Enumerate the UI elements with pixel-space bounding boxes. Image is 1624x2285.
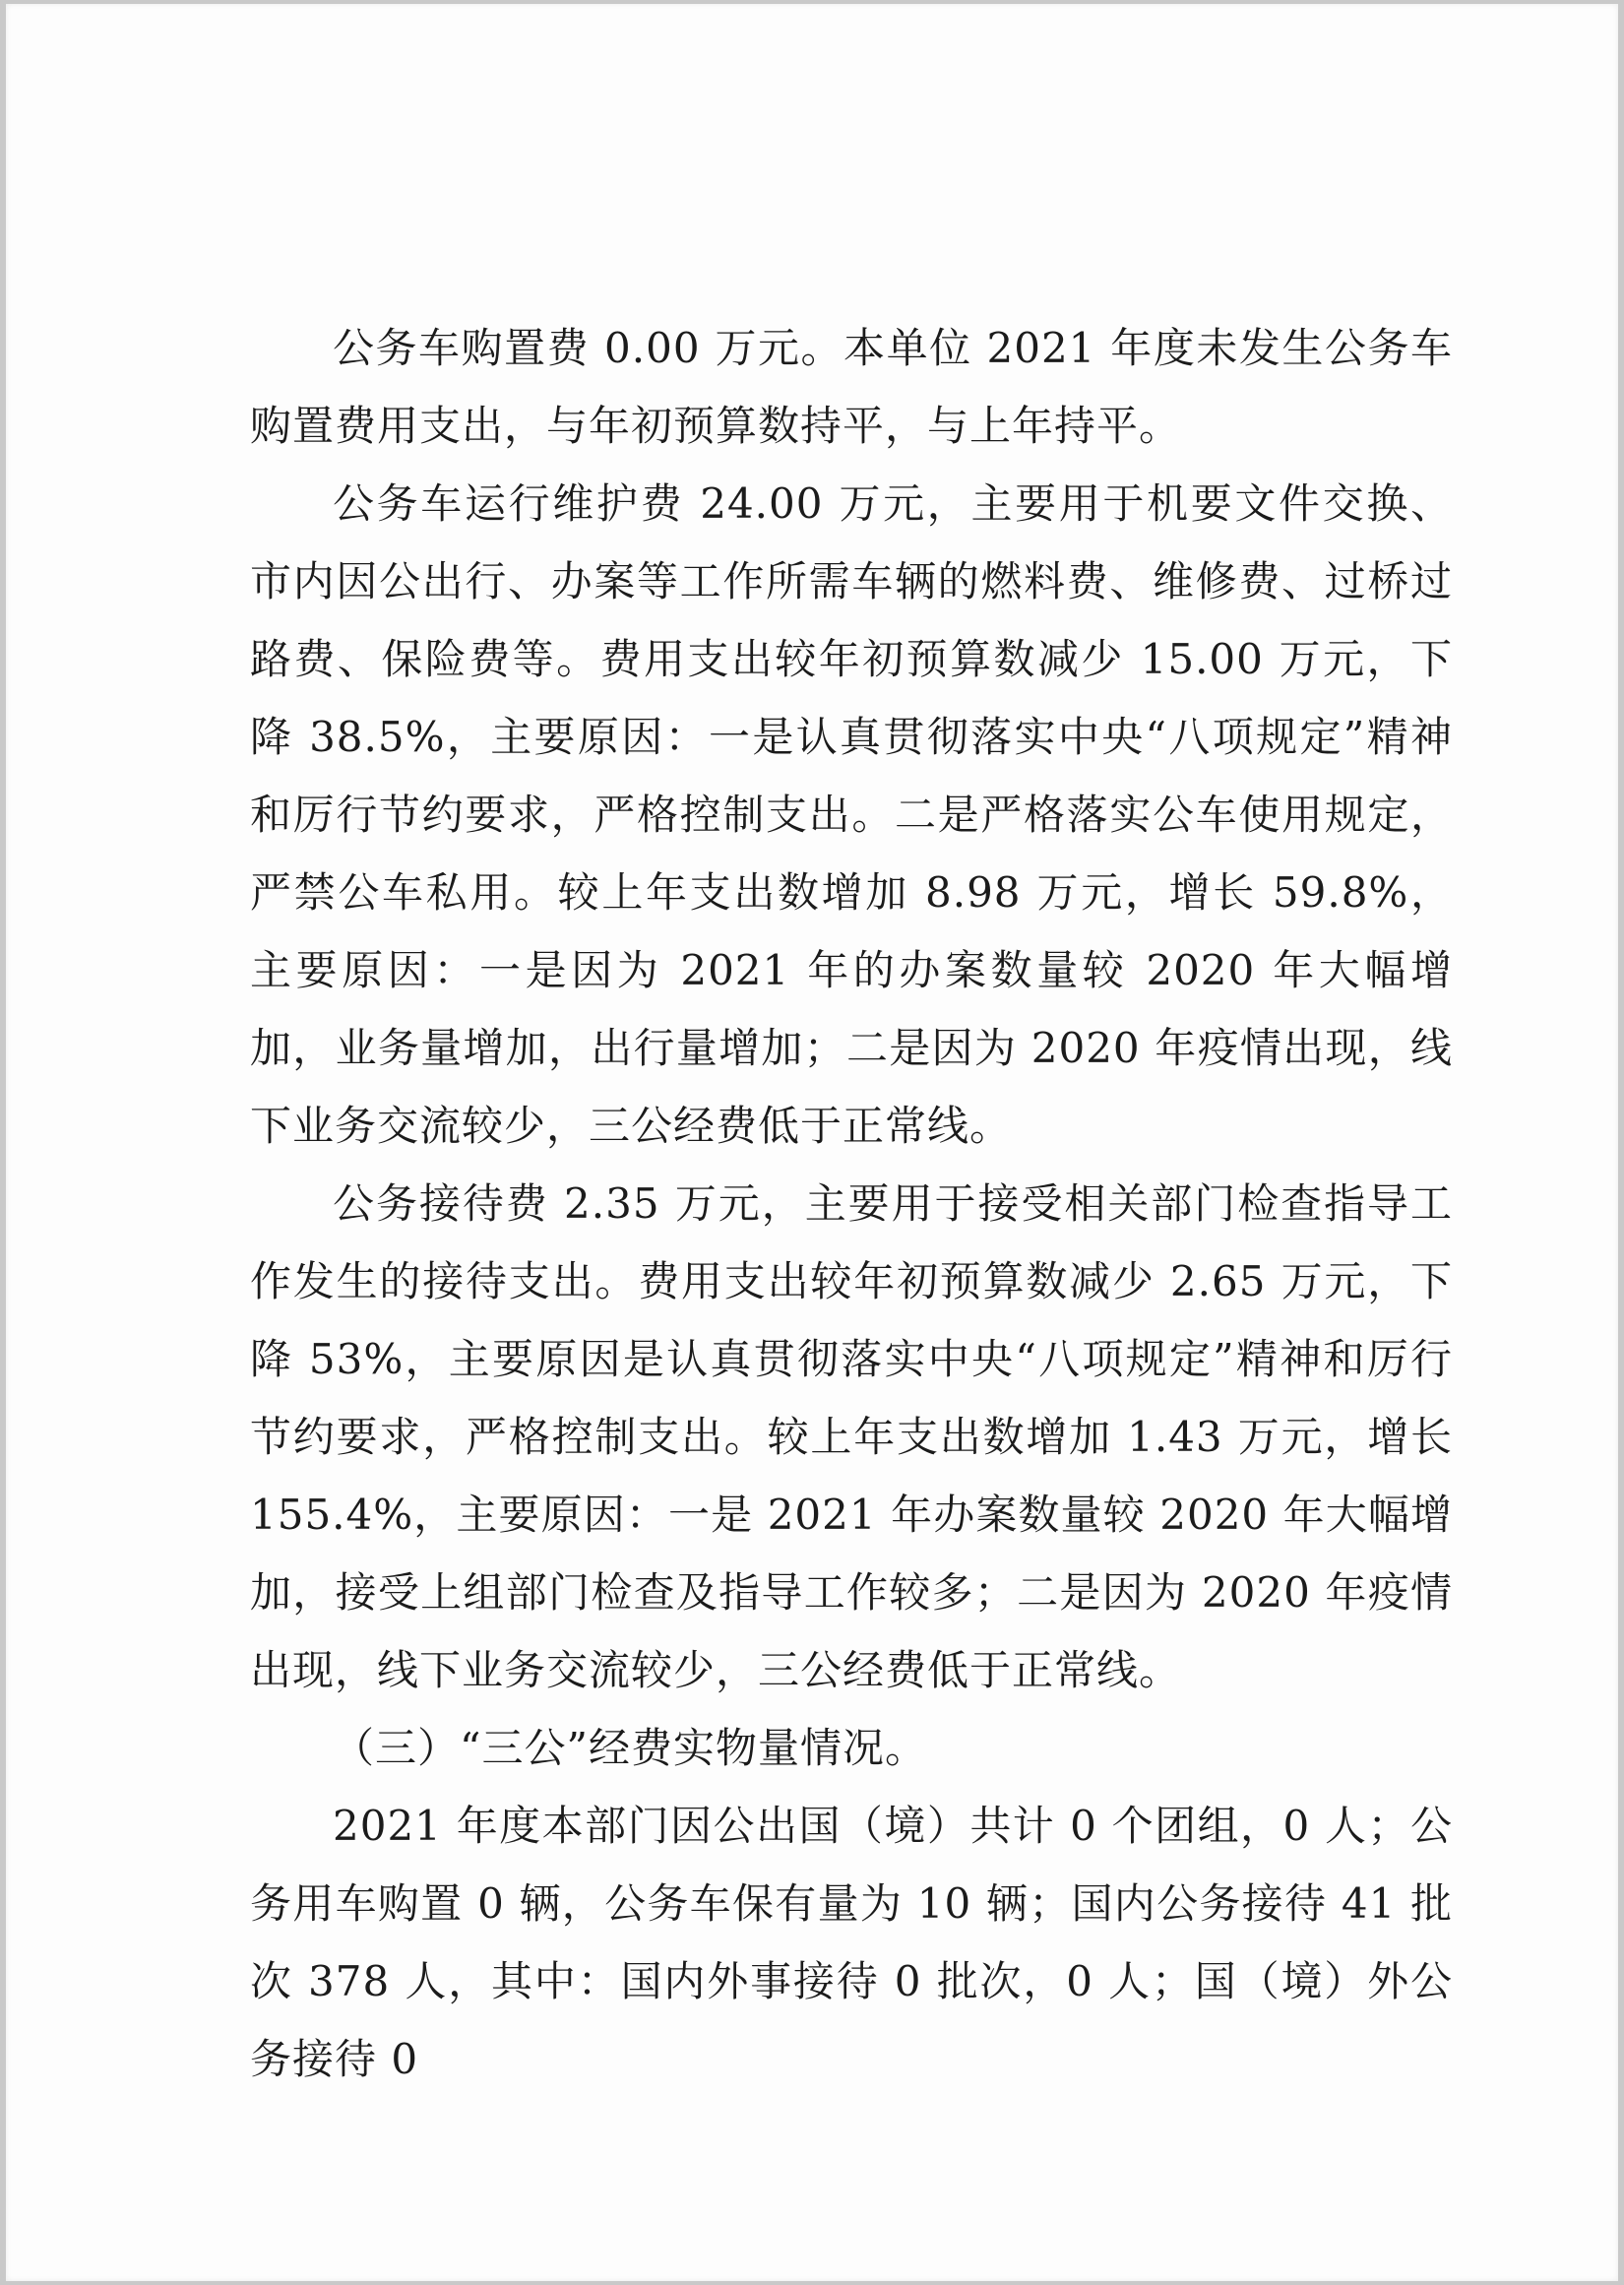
paragraph-physical-quantity: 2021 年度本部门因公出国（境）共计 0 个团组，0 人；公务用车购置 0 辆，公务车保有量为 10 辆；国内公务接待 41 批次 378 人，其中：国内外事接待 0 批次，0 人；国（境）外公务接待 0 [250,1802,1453,2083]
paragraph-vehicle-purchase: 公务车购置费 0.00 万元。本单位 2021 年度未发生公务车购置费用支出，与年初预算数持平，与上年持平。 [250,324,1453,450]
document-page [6,4,1618,2281]
section-heading-physical-quantity: （三）“三公”经费实物量情况。 [333,1724,927,1772]
paragraph-reception-expense: 公务接待费 2.35 万元，主要用于接受相关部门检查指导工作发生的接待支出。费用支出较年初预算数减少 2.65 万元，下降 53%，主要原因是认真贯彻落实中央“八项规定”精神和厉行节约要求，严格控制支出。较上年支出数增加 1.43 万元，增长 155.4%，主要原因：一是 2021 年办案数量较 2020 年大幅增加，接受上组部门检查及指导工作较多；二是因为 2020 年疫情出现，线下业务交流较少，三公经费低于正常线。 [250,1179,1453,1694]
paragraph-vehicle-maintenance: 公务车运行维护费 24.00 万元，主要用于机要文件交换、市内因公出行、办案等工作所需车辆的燃料费、维修费、过桥过路费、保险费等。费用支出较年初预算数减少 15.00 万元，下降 38.5%，主要原因：一是认真贯彻落实中央“八项规定”精神和厉行节约要求，严格控制支出。二是严格落实公车使用规定，严禁公车私用。较上年支出数增加 8.98 万元，增长 59.8%，主要原因：一是因为 2021 年的办案数量较 2020 年大幅增加，业务量增加，出行量增加；二是因为 2020 年疫情出现，线下业务交流较少，三公经费低于正常线。 [250,479,1453,1150]
body-text [250,309,1453,2098]
